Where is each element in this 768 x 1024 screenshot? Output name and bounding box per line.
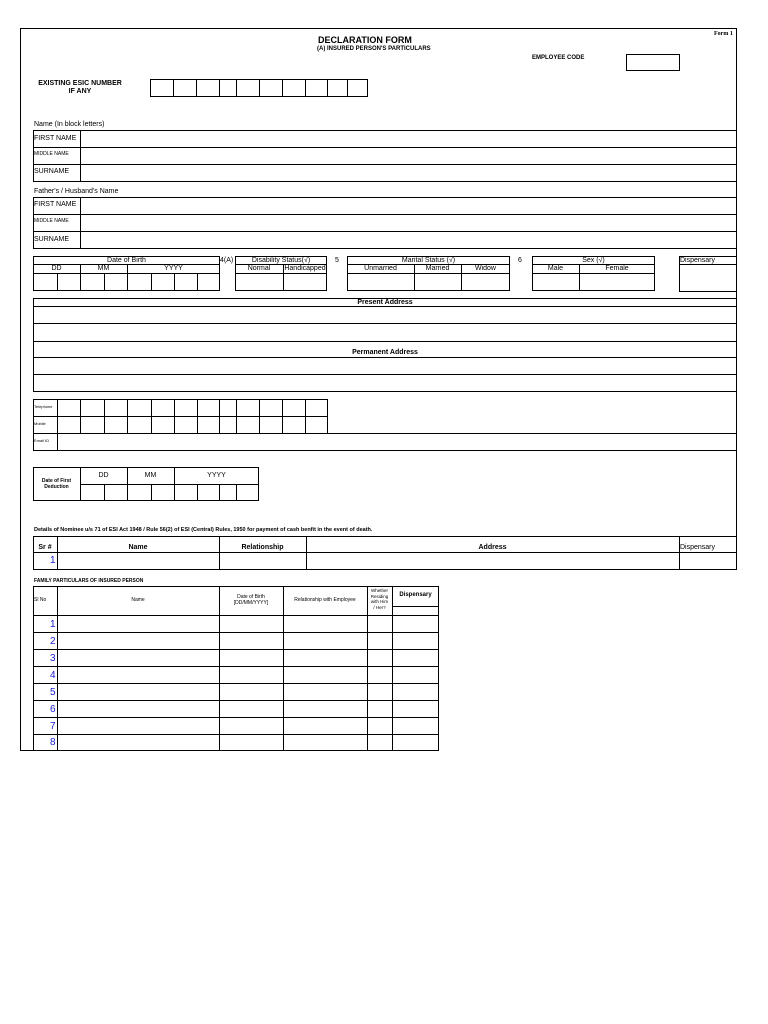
family-row-number: 1 xyxy=(50,619,56,630)
marital-unmarried-label: Unmarried xyxy=(364,265,397,272)
family-col-residing: Whether Residing with Him / Her? xyxy=(370,588,389,610)
deduction-yyyy-label: YYYY xyxy=(207,472,226,479)
family-row-number: 7 xyxy=(50,721,56,732)
father-first-name-label: FIRST NAME xyxy=(34,201,77,208)
table-row[interactable] xyxy=(34,650,438,666)
deduction-dd-label: DD xyxy=(98,472,109,479)
employee-code-label: EMPLOYEE CODE xyxy=(532,55,585,61)
section-number-4a: 4(A) xyxy=(220,257,234,264)
dob-dd-label: DD xyxy=(51,265,62,272)
disability-normal-label: Normal xyxy=(247,265,271,272)
form-title: DECLARATION FORM xyxy=(318,35,412,45)
family-col-dob: Date of Birth [DD/MM/YYYY] xyxy=(233,594,269,606)
nominee-col-address: Address xyxy=(478,544,507,551)
middle-name-label: MIDDLE NAME xyxy=(34,151,69,157)
first-deduction-label: Date of First Deduction xyxy=(41,478,72,490)
family-col-dispensary: Dispensary xyxy=(399,592,432,598)
permanent-address-line-2[interactable] xyxy=(34,375,736,391)
esic-label: EXISTING ESIC NUMBER IF ANY xyxy=(38,80,122,95)
table-row[interactable] xyxy=(34,633,438,649)
table-row[interactable] xyxy=(34,701,438,717)
dispensary-label: Dispensary xyxy=(680,257,716,264)
family-col-name: Name xyxy=(131,597,145,603)
table-row[interactable] xyxy=(34,616,438,632)
table-row[interactable] xyxy=(34,735,438,750)
present-address-line-2[interactable] xyxy=(34,324,736,341)
sex-male-label: Male xyxy=(547,265,564,272)
disability-handicapped-label: Handicapped xyxy=(284,265,326,272)
sex-female-label: Female xyxy=(605,265,629,272)
family-row-number: 8 xyxy=(50,737,56,748)
name-section-label: Name (In block letters) xyxy=(34,121,105,128)
deduction-mm-label: MM xyxy=(144,472,157,479)
first-deduction-input[interactable] xyxy=(81,485,258,500)
table-row[interactable] xyxy=(34,553,736,569)
marital-label: Marital Status (√) xyxy=(401,257,456,264)
family-row-number: 2 xyxy=(50,636,56,647)
nominee-col-dispensary: Dispensary xyxy=(680,544,716,551)
email-field[interactable] xyxy=(58,434,736,450)
table-row[interactable] xyxy=(34,684,438,700)
nominee-row-number: 1 xyxy=(50,555,56,566)
dob-yyyy-label: YYYY xyxy=(164,265,183,272)
family-row-number: 4 xyxy=(50,670,56,681)
disability-handicapped-check[interactable] xyxy=(284,274,326,290)
middle-name-field[interactable] xyxy=(81,148,736,164)
sex-label: Sex (√) xyxy=(582,257,605,264)
family-col-relationship: Relationship with Employee xyxy=(294,597,356,603)
disability-label: Disability Status(√) xyxy=(251,257,311,264)
marital-widow-label: Widow xyxy=(474,265,496,272)
first-name-field[interactable] xyxy=(81,131,736,147)
present-address-line-1[interactable] xyxy=(34,307,736,323)
form-number: Form 1 xyxy=(714,31,733,37)
father-first-name-field[interactable] xyxy=(81,198,736,214)
mobile-field[interactable] xyxy=(58,417,327,433)
present-address-label: Present Address xyxy=(357,299,413,306)
sex-male-check[interactable] xyxy=(533,274,578,290)
father-surname-label: SURNAME xyxy=(34,236,70,243)
family-col-sl: Sl No xyxy=(34,597,47,603)
family-header: FAMILY PARTICULARS OF INSURED PERSON xyxy=(34,578,144,584)
form-subtitle: (A) INSURED PERSON'S PARTICULARS xyxy=(317,46,431,52)
employee-code-field[interactable] xyxy=(626,54,680,71)
marital-married-check[interactable] xyxy=(415,274,460,290)
family-row-number: 6 xyxy=(50,704,56,715)
dob-label: Date of Birth xyxy=(107,257,146,264)
father-section-label: Father's / Husband's Name xyxy=(34,188,119,195)
dob-input[interactable] xyxy=(34,274,219,290)
mobile-label: Mobile xyxy=(34,421,46,426)
father-surname-field[interactable] xyxy=(81,232,736,248)
dispensary-field[interactable] xyxy=(680,265,736,290)
dob-mm-label: MM xyxy=(97,265,110,272)
family-row-number: 3 xyxy=(50,653,56,664)
form-frame-left-lower xyxy=(20,570,21,750)
first-name-label: FIRST NAME xyxy=(34,135,77,142)
nominee-col-sr: Sr # xyxy=(38,544,52,551)
section-number-6: 6 xyxy=(518,257,522,264)
father-middle-name-field[interactable] xyxy=(81,215,736,231)
disability-normal-check[interactable] xyxy=(236,274,282,290)
father-middle-name-label: MIDDLE NAME xyxy=(34,218,69,224)
telephone-field[interactable] xyxy=(58,400,327,416)
email-label: Email ID xyxy=(34,438,50,443)
nominee-col-relationship: Relationship xyxy=(241,544,284,551)
surname-label: SURNAME xyxy=(34,168,70,175)
telephone-label: Telephone xyxy=(34,404,53,409)
marital-married-label: Married xyxy=(425,265,450,272)
nominee-header: Details of Nominee u/s 71 of ESI Act 1948 / Rule 56(2) of ESI (Central) Rules, 1950 for payment of cash benfit in the event of death. xyxy=(34,527,373,533)
nominee-col-name: Name xyxy=(128,544,148,551)
table-row[interactable] xyxy=(34,718,438,734)
marital-widow-check[interactable] xyxy=(462,274,509,290)
surname-field[interactable] xyxy=(81,165,736,181)
sex-female-check[interactable] xyxy=(580,274,654,290)
permanent-address-label: Permanent Address xyxy=(352,349,418,356)
section-number-5: 5 xyxy=(335,257,339,264)
family-row-number: 5 xyxy=(50,687,56,698)
marital-unmarried-check[interactable] xyxy=(348,274,413,290)
permanent-address-line-1[interactable] xyxy=(34,358,736,374)
table-row[interactable] xyxy=(34,667,438,683)
